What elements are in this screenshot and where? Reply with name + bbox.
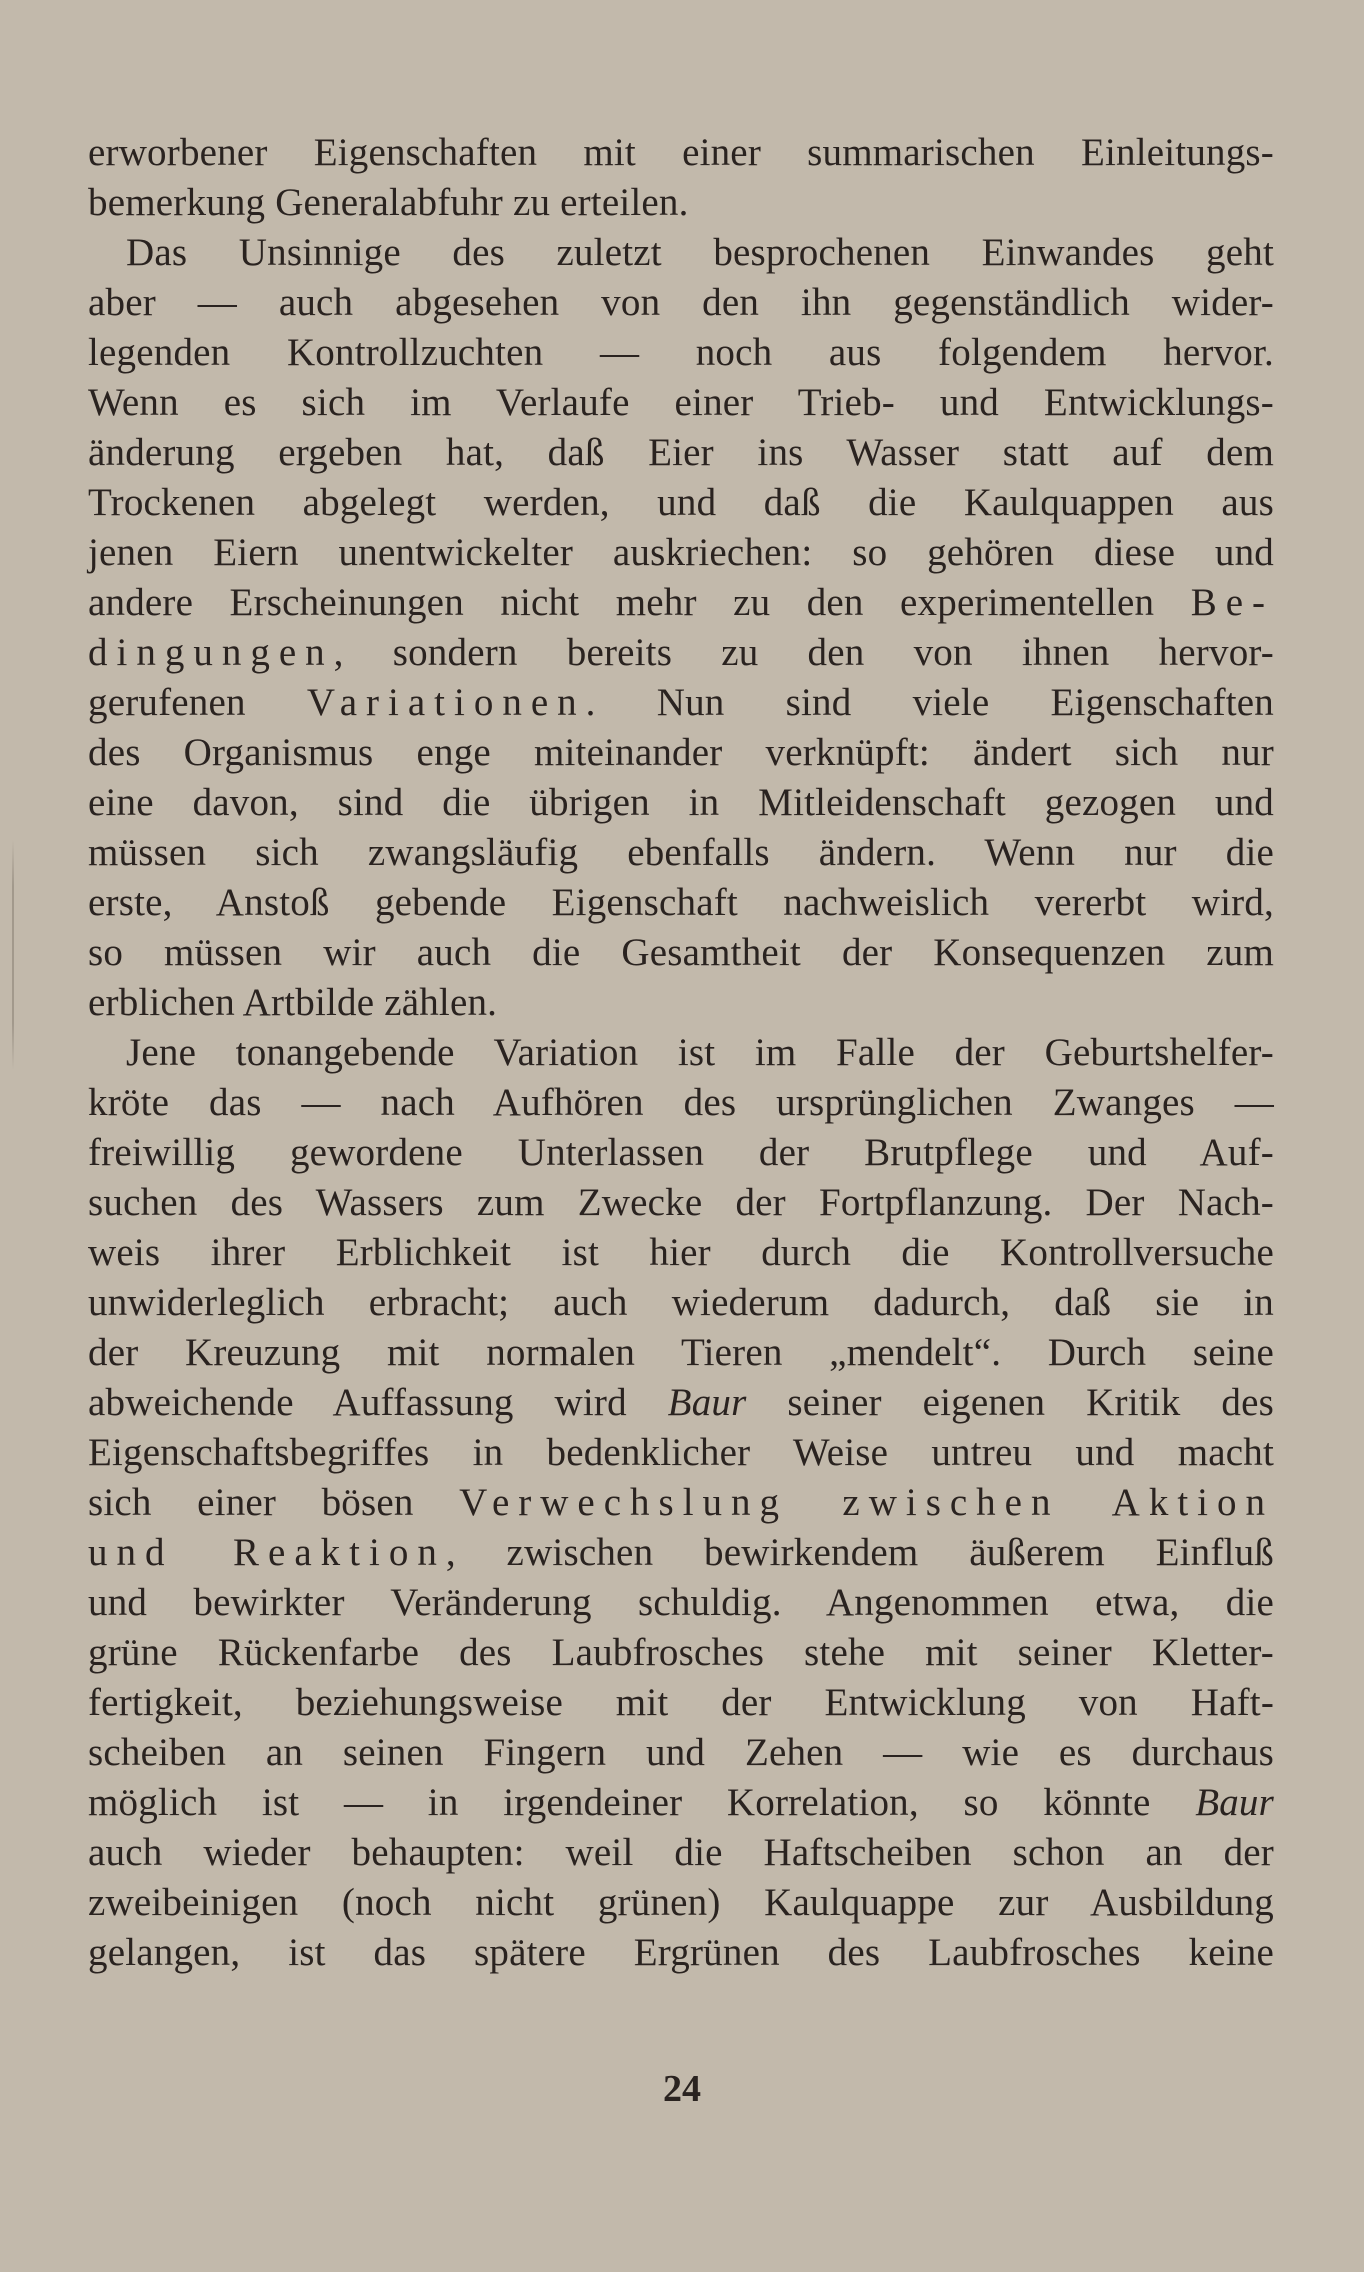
- text-segment: gerufenen: [88, 681, 307, 724]
- text-line: bemerkung Generalabfuhr zu erteilen.: [88, 181, 689, 224]
- text-line: weis ihrer Erblichkeit ist hier durch die Kontrollversuche: [88, 1231, 1274, 1274]
- text-line: [88, 1378, 1274, 1428]
- text-line: fertigkeit, beziehungsweise mit der Entwicklung von Haft-: [88, 1681, 1274, 1724]
- text-line: unwiderleglich erbracht; auch wiederum dadurch, daß sie in: [88, 1281, 1274, 1324]
- text-segment: . Nun sind viele Eigenschaften: [585, 681, 1275, 724]
- text-line: [88, 578, 1274, 628]
- author-name-italic: Baur: [667, 1381, 747, 1424]
- emphasis-spaced: Variationen: [306, 681, 586, 724]
- text-line: [88, 1528, 1274, 1578]
- text-line: müssen sich zwangsläufig ebenfalls ändern. Wenn nur die: [88, 831, 1274, 874]
- text-segment: abweichende Auffassung wird: [88, 1381, 668, 1424]
- text-segment: seiner eigenen Kritik des: [746, 1381, 1274, 1424]
- text-line: zweibeinigen (noch nicht grünen) Kaulquappe zur Ausbildung: [88, 1881, 1274, 1924]
- text-line: Das Unsinnige des zuletzt besprochenen Einwandes geht: [126, 231, 1274, 274]
- text-line: Wenn es sich im Verlaufe einer Trieb- und Entwicklungs-: [88, 381, 1274, 424]
- text-segment: , sondern bereits zu den von ihnen hervor-: [333, 631, 1274, 674]
- margin-pencil-mark: [12, 840, 14, 1070]
- text-line: jenen Eiern unentwickelter auskriechen: so gehören diese und: [88, 531, 1274, 574]
- text-line: auch wieder behaupten: weil die Haftscheiben schon an der: [88, 1831, 1274, 1874]
- text-line: so müssen wir auch die Gesamtheit der Konsequenzen zum: [88, 931, 1274, 974]
- page-body: [88, 128, 1274, 1978]
- text-line: grüne Rückenfarbe des Laubfrosches stehe mit seiner Kletter-: [88, 1631, 1274, 1674]
- text-line: [88, 678, 1274, 728]
- page-number: 24: [663, 2068, 701, 2110]
- text-segment: , zwischen bewirkendem äußerem Einfluß: [445, 1531, 1274, 1574]
- text-line: suchen des Wassers zum Zwecke der Fortpflanzung. Der Nach-: [88, 1181, 1274, 1224]
- text-line: Jene tonangebende Variation ist im Falle der Geburtshelfer-: [126, 1031, 1274, 1074]
- text-segment: möglich ist — in irgendeiner Korrelation, so könnte: [88, 1781, 1196, 1824]
- text-line: des Organismus enge miteinander verknüpft: ändert sich nur: [88, 731, 1274, 774]
- text-line: scheiben an seinen Fingern und Zehen — wie es durchaus: [88, 1731, 1274, 1774]
- author-name-italic: Baur: [1195, 1781, 1274, 1824]
- text-line: erblichen Artbilde zählen.: [88, 981, 498, 1024]
- text-segment: sich einer bösen: [88, 1481, 460, 1524]
- emphasis-spaced: Be-: [1190, 581, 1274, 624]
- emphasis-spaced: dingungen: [88, 631, 334, 674]
- text-line: erworbener Eigenschaften mit einer summarischen Einleitungs-: [88, 131, 1274, 174]
- text-line: Trockenen abgelegt werden, und daß die Kaulquappen aus: [88, 481, 1274, 524]
- text-line: der Kreuzung mit normalen Tieren „mendelt“. Durch seine: [88, 1331, 1274, 1374]
- emphasis-spaced: und Reaktion: [88, 1531, 446, 1574]
- text-line: [88, 1478, 1274, 1528]
- emphasis-spaced: Verwechslung zwischen Aktion: [459, 1481, 1274, 1524]
- text-line: [88, 628, 1274, 678]
- text-line: [88, 1778, 1274, 1828]
- text-line: freiwillig gewordene Unterlassen der Brutpflege und Auf-: [88, 1131, 1274, 1174]
- text-line: kröte das — nach Aufhören des ursprünglichen Zwanges —: [88, 1081, 1274, 1124]
- text-line: gelangen, ist das spätere Ergrünen des Laubfrosches keine: [88, 1931, 1274, 1974]
- text-line: Eigenschaftsbegriffes in bedenklicher Weise untreu und macht: [88, 1431, 1274, 1474]
- text-line: aber — auch abgesehen von den ihn gegenständlich wider-: [88, 281, 1274, 324]
- text-line: änderung ergeben hat, daß Eier ins Wasser statt auf dem: [88, 431, 1274, 474]
- text-segment: andere Erscheinungen nicht mehr zu den experimentellen: [88, 581, 1191, 624]
- text-line: legenden Kontrollzuchten — noch aus folgendem hervor.: [88, 331, 1274, 374]
- text-line: und bewirkter Veränderung schuldig. Angenommen etwa, die: [88, 1581, 1274, 1624]
- text-line: erste, Anstoß gebende Eigenschaft nachweislich vererbt wird,: [88, 881, 1274, 924]
- text-line: eine davon, sind die übrigen in Mitleidenschaft gezogen und: [88, 781, 1274, 824]
